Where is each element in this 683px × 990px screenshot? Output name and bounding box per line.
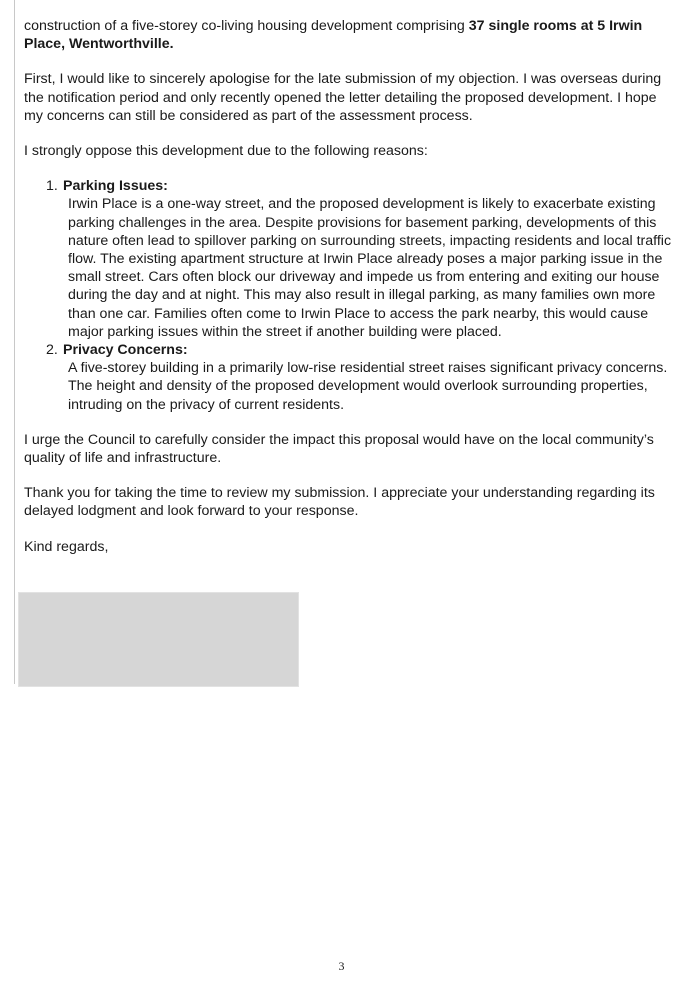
intro-text: construction of a five-storey co-living housing development comprising xyxy=(24,18,469,34)
reason-parking xyxy=(24,177,672,341)
reason-title: Parking Issues: xyxy=(63,178,168,195)
signoff: Kind regards, xyxy=(24,538,109,555)
thanks-paragraph: Thank you for taking the time to review my submission. I appreciate your understanding regarding its delayed lodgment and look forward to your response. xyxy=(24,485,655,520)
intro-paragraph xyxy=(24,17,672,53)
oppose-lead: I strongly oppose this development due to the following reasons: xyxy=(24,143,428,160)
reason-body: Irwin Place is a one-way street, and the proposed development is likely to exacerbate existing parking challenges in the area. Despite provisions for basement parking, developments of this nature often lead to spillover parking on surrounding streets, impacting residents and local traffic flow. The existing apartment structure at Irwin Place already poses a major parking issue in the small street. Cars often block our driveway and impede us from entering and exiting our house during the day and at night. This may also result in illegal parking, as many families own more than one car. Families often come to Irwin Place to access the park nearby, this would cause major parking issues within the street if another building were placed. xyxy=(68,196,672,340)
page-number: 3 xyxy=(338,959,345,973)
reasons-list xyxy=(24,177,672,414)
urge-paragraph: I urge the Council to carefully consider the impact this proposal would have on the local community’s quality of life and infrastructure. xyxy=(24,431,654,467)
reason-privacy xyxy=(24,341,672,414)
letter-body xyxy=(24,17,672,573)
reason-number: 1. xyxy=(46,178,58,195)
left-margin-rule xyxy=(14,0,15,684)
intro-address: 37 single rooms at 5 Irwin Place, Wentworthville. xyxy=(24,18,643,53)
reason-title: Privacy Concerns: xyxy=(63,342,188,359)
reason-number: 2. xyxy=(46,342,58,359)
redacted-signature-block xyxy=(18,592,299,687)
apology-paragraph: First, I would like to sincerely apologise for the late submission of my objection. I was overseas during the notification period and only recently opened the letter detailing the proposed development. I hope my concerns can still be considered as part of the assessment process. xyxy=(24,71,662,124)
reason-body: A five-storey building in a primarily low-rise residential street raises significant privacy concerns. The height and density of the proposed development would overlook surrounding properties, intruding on the privacy of current residents. xyxy=(68,360,668,413)
